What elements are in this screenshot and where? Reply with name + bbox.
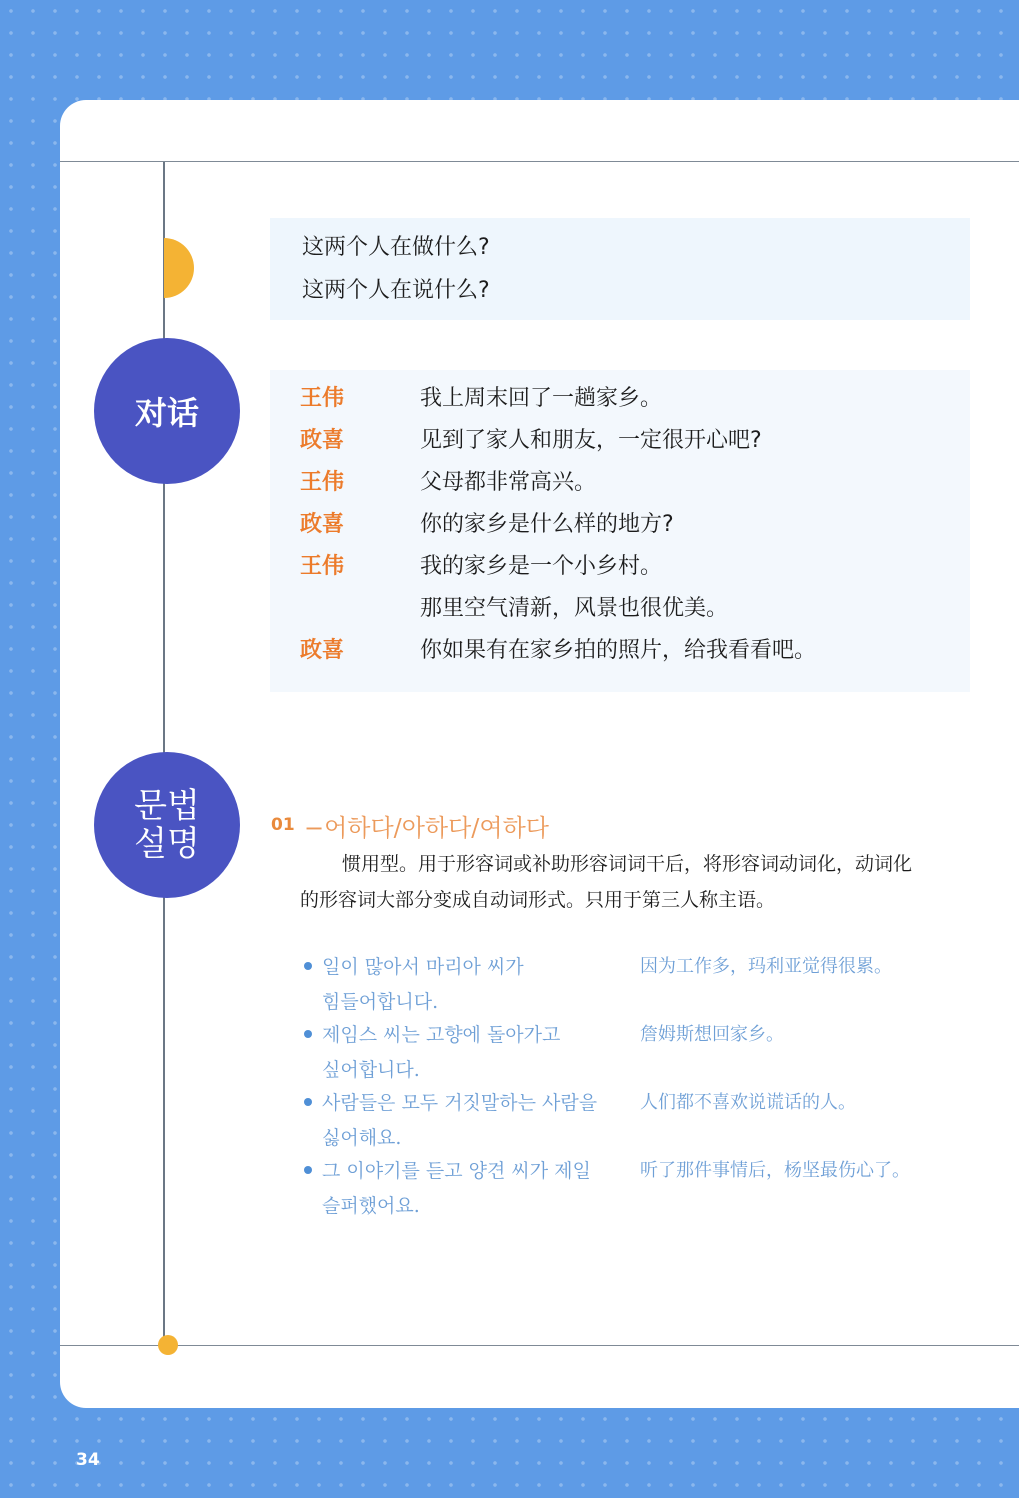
question-2: 这两个人在说什么? [302, 278, 490, 303]
speaker-name: 政喜 [300, 512, 345, 537]
example-korean-line1: 일이 많아서 마리아 씨가 [322, 956, 524, 978]
bullet-icon [304, 1098, 312, 1106]
dialogue-text: 父母都非常高兴。 [420, 470, 597, 495]
top-divider [60, 161, 1019, 162]
example-korean-line1: 그 이야기를 듣고 양견 씨가 제일 [322, 1160, 591, 1182]
grammar-explanation-line2: 的形容词大部分变成自动词形式。只用于第三人称主语。 [300, 889, 776, 911]
bullet-icon [304, 962, 312, 970]
speaker-name: 政喜 [300, 428, 345, 453]
dialogue-text: 我的家乡是一个小乡村。 [420, 554, 663, 579]
grammar-title: −어하다/아하다/여하다 [304, 814, 549, 842]
dialogue-text: 见到了家人和朋友，一定很开心吧? [420, 428, 762, 453]
speaker-name: 政喜 [300, 638, 345, 663]
example-korean-line2: 슬퍼했어요. [322, 1195, 420, 1217]
dialogue-text: 你如果有在家乡拍的照片，给我看看吧。 [420, 638, 817, 663]
question-1: 这两个人在做什么? [302, 235, 490, 260]
dialogue-text: 我上周末回了一趟家乡。 [420, 386, 663, 411]
bottom-divider [60, 1345, 1019, 1346]
speaker-name: 王伟 [300, 470, 345, 495]
bullet-icon [304, 1166, 312, 1174]
example-chinese: 人们都不喜欢说谎话的人。 [640, 1092, 856, 1113]
speaker-name: 王伟 [300, 386, 345, 411]
speaker-name: 王伟 [300, 554, 345, 579]
example-korean-line1: 제임스 씨는 고향에 돌아가고 [322, 1024, 561, 1046]
grammar-number: 01 [271, 815, 295, 835]
grammar-badge-line2: 설명 [134, 824, 200, 864]
dialogue-text: 你的家乡是什么样的地方? [420, 512, 674, 537]
orange-dot-decoration [158, 1335, 178, 1355]
example-korean-line2: 싶어합니다. [322, 1059, 420, 1081]
dialogue-text: 那里空气清新，风景也很优美。 [420, 596, 729, 621]
example-chinese: 詹姆斯想回家乡。 [640, 1024, 784, 1045]
page-number: 34 [76, 1450, 100, 1470]
example-korean-line2: 힘들어합니다. [322, 991, 439, 1013]
bullet-icon [304, 1030, 312, 1038]
example-chinese: 听了那件事情后，杨坚最伤心了。 [640, 1160, 910, 1181]
grammar-explanation-line1: 惯用型。用于形容词或补助形容词词干后，将形容词动词化，动词化 [342, 853, 913, 875]
example-korean-line2: 싫어해요. [322, 1127, 402, 1149]
dialogue-badge: 对话 [94, 338, 240, 484]
example-chinese: 因为工作多，玛利亚觉得很累。 [640, 956, 892, 977]
grammar-badge [94, 752, 240, 898]
example-korean-line1: 사람들은 모두 거짓말하는 사람을 [322, 1092, 598, 1114]
grammar-badge-line1: 문법 [134, 786, 200, 826]
